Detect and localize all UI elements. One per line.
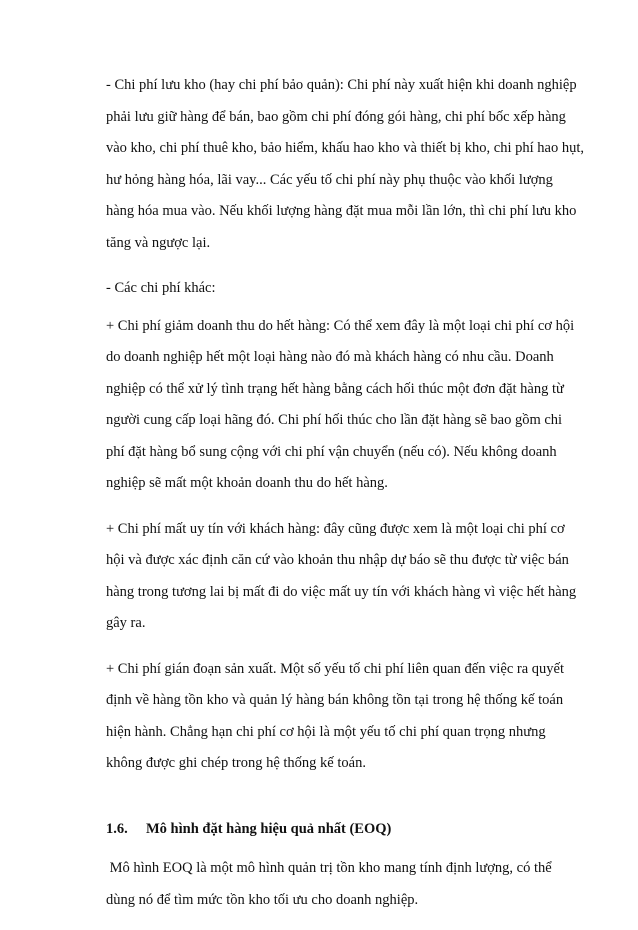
paragraph-production-interruption: + Chi phí gián đoạn sản xuất. Một số yếu tố chi phí liên quan đến việc ra quyết định về hàng tồn kho và quản lý hàng bán không tồn tại trong hệ thống kế toán hiện hành. Chẳng hạn chi phí cơ hội là một yếu tố chi phí quan trọng nhưng không được ghi chép trong hệ thống kế toán. (106, 660, 564, 771)
paragraph-other-costs-label: - Các chi phí khác: (106, 280, 216, 296)
section-number: 1.6. (106, 820, 128, 837)
paragraph-reputation-loss: + Chi phí mất uy tín với khách hàng: đây cũng được xem là một loại chi phí cơ hội và được xác định căn cứ vào khoản thu nhập dự báo sẽ thu được từ việc bán hàng trong tương lai bị mất đi do việc mất uy tín với khách hàng vì việc hết hàng gây ra. (106, 520, 577, 631)
paragraph-storage-cost: - Chi phí lưu kho (hay chi phí bảo quản): Chi phí này xuất hiện khi doanh nghiệp phải lưu giữ hàng để bán, bao gồm chi phí đóng gói hàng, chi phí bốc xếp hàng vào kho, chi phí thuê kho, bảo hiểm, khấu hao kho và thiết bị kho, chi phí hao hụt, hư hỏng hàng hóa, lãi vay... Các yếu tố chi phí này phụ thuộc vào khối lượng hàng hóa mua vào. Nếu khối lượng hàng đặt mua mỗi lần lớn, thì chi phí lưu kho tăng và ngược lại. (106, 77, 585, 251)
paragraph-eoq-intro-text: Mô hình EOQ là một mô hình quản trị tồn kho mang tính định lượng, có thể dùng nó để tìm mức tồn kho tối ưu cho doanh nghiệp. (106, 860, 552, 908)
paragraph-eoq-intro (106, 853, 584, 916)
document-body (106, 70, 584, 930)
section-title: Mô hình đặt hàng hiệu quả nhất (EOQ) (146, 820, 392, 837)
paragraph-stockout-revenue-loss: + Chi phí giảm doanh thu do hết hàng: Có thể xem đây là một loại chi phí cơ hội do doanh nghiệp hết một loại hàng nào đó mà khách hàng có nhu cầu. Doanh nghiệp có thể xử lý tình trạng hết hàng bằng cách hối thúc một đơn đặt hàng từ người cung cấp loại hãng đó. Chi phí hối thúc cho lần đặt hàng sẽ bao gồm chi phí đặt hàng bổ sung cộng với chi phí vận chuyển (nếu có). Nếu không doanh nghiệp sẽ mất một khoản doanh thu do hết hàng. (106, 317, 575, 491)
section-heading (106, 814, 584, 846)
